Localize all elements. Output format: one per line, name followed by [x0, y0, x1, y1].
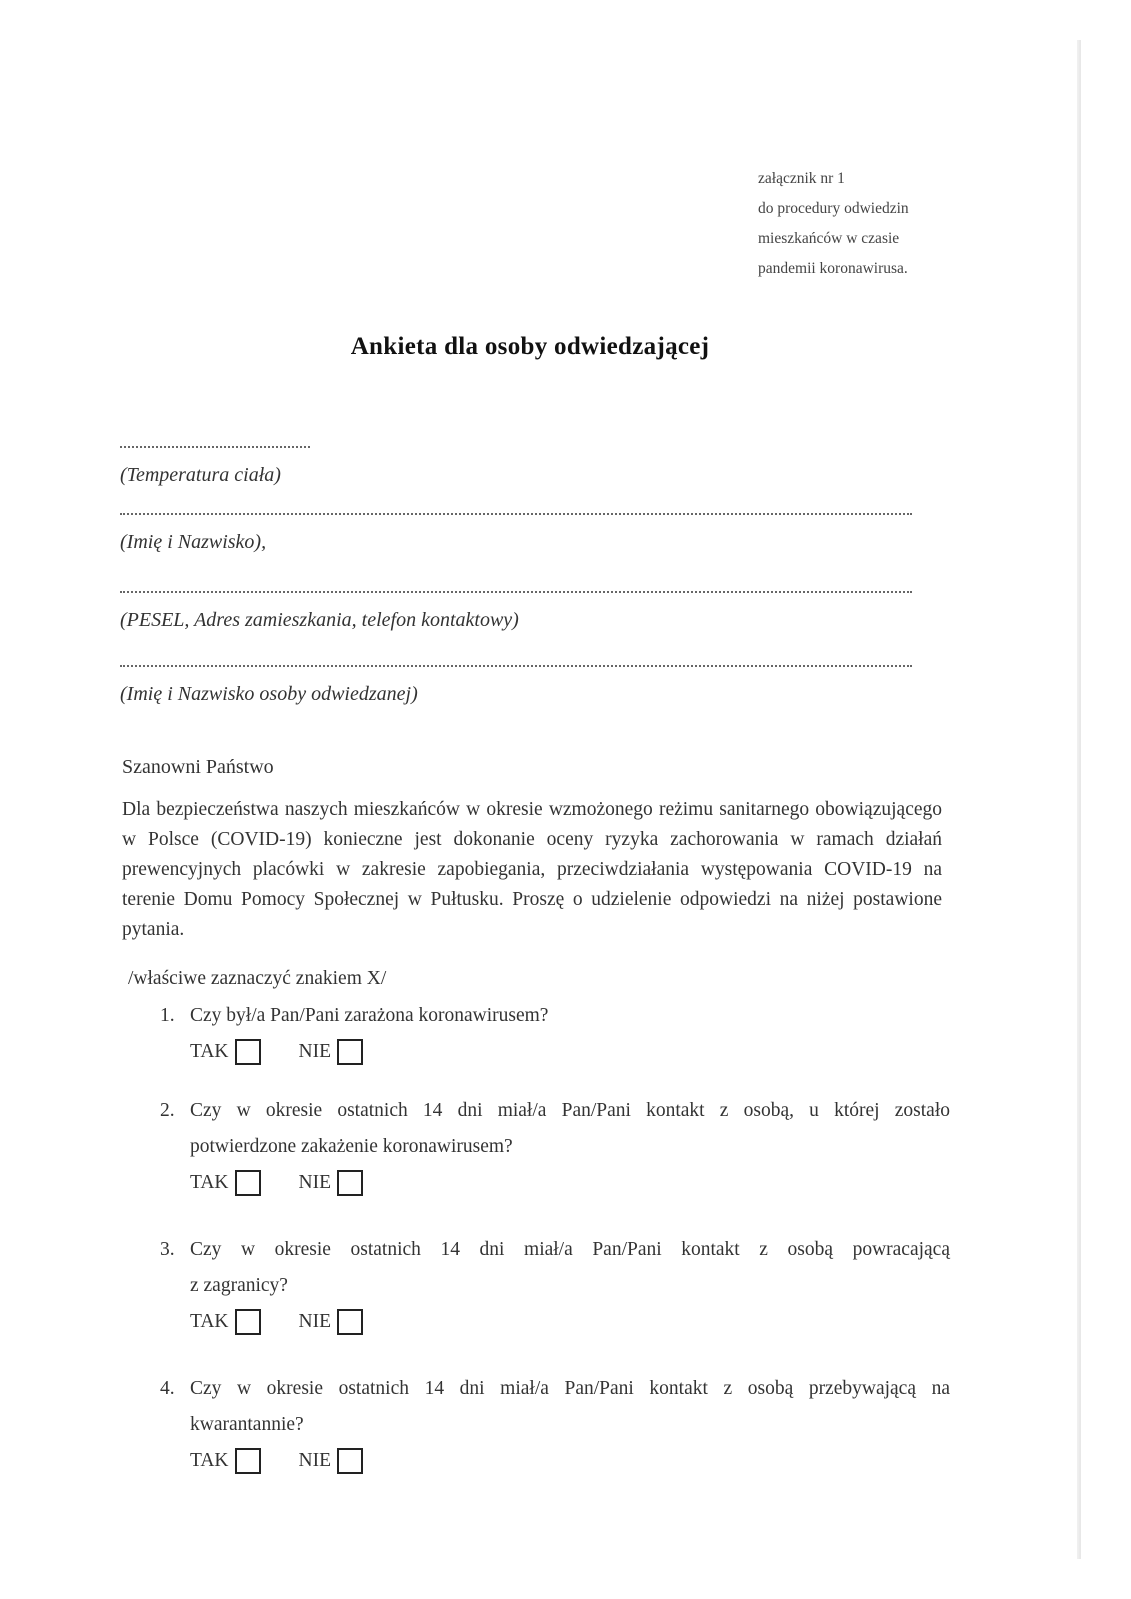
attachment-note	[758, 164, 909, 284]
field-label: (PESEL, Adres zamieszkania, telefon kontaktowy)	[120, 609, 519, 631]
temperature-field[interactable]	[120, 446, 310, 487]
question-text: Czy w okresie ostatnich 14 dni miał/a Pan/Pani kontakt z osobą powracającą	[190, 1239, 950, 1260]
contact-details-field[interactable]	[120, 591, 912, 632]
no-checkbox[interactable]	[337, 1039, 363, 1065]
option-label: TAK	[190, 1450, 229, 1471]
instruction-text: /właściwe zaznaczyć znakiem X/	[128, 968, 387, 989]
question-3	[160, 1239, 950, 1335]
yes-checkbox[interactable]	[235, 1170, 261, 1196]
question-number: 4.	[160, 1378, 175, 1399]
yes-checkbox[interactable]	[235, 1039, 261, 1065]
no-checkbox[interactable]	[337, 1448, 363, 1474]
question-text-continued: potwierdzone zakażenie koronawirusem?	[190, 1136, 513, 1157]
question-number: 2.	[160, 1100, 175, 1121]
option-label: TAK	[190, 1311, 229, 1332]
no-checkbox[interactable]	[337, 1309, 363, 1335]
option-label: TAK	[190, 1041, 229, 1062]
attachment-note-line: mieszkańców w czasie	[758, 230, 900, 247]
option-label: NIE	[298, 1450, 332, 1471]
field-label: (Imię i Nazwisko osoby odwiedzanej)	[120, 683, 418, 705]
question-text-continued: z zagranicy?	[190, 1275, 288, 1296]
attachment-note-line: pandemii koronawirusa.	[758, 260, 908, 277]
option-label: NIE	[298, 1041, 332, 1062]
option-no[interactable]	[299, 1448, 364, 1474]
option-label: NIE	[298, 1172, 332, 1193]
answer-options	[160, 1170, 950, 1196]
name-field[interactable]	[120, 513, 912, 554]
field-label: (Imię i Nazwisko),	[120, 531, 267, 553]
question-number: 1.	[160, 1005, 175, 1026]
option-yes[interactable]	[190, 1309, 261, 1335]
dotted-line[interactable]	[120, 513, 912, 515]
option-yes[interactable]	[190, 1448, 261, 1474]
attachment-note-line: załącznik nr 1	[758, 170, 845, 187]
greeting: Szanowni Państwo	[122, 756, 274, 778]
question-1	[160, 1005, 950, 1065]
option-no[interactable]	[299, 1039, 364, 1065]
option-no[interactable]	[299, 1170, 364, 1196]
question-text: Czy w okresie ostatnich 14 dni miał/a Pan/Pani kontakt z osobą przebywającą na	[190, 1378, 950, 1399]
question-text: Czy w okresie ostatnich 14 dni miał/a Pan/Pani kontakt z osobą, u której zostało	[190, 1100, 950, 1121]
option-yes[interactable]	[190, 1039, 261, 1065]
option-label: TAK	[190, 1172, 229, 1193]
question-text-continued: kwarantannie?	[190, 1414, 304, 1435]
answer-options	[160, 1448, 950, 1474]
answer-options	[160, 1039, 950, 1065]
question-2	[160, 1100, 950, 1196]
question-number: 3.	[160, 1239, 175, 1260]
answer-options	[160, 1309, 950, 1335]
visited-person-field[interactable]	[120, 665, 912, 706]
no-checkbox[interactable]	[337, 1170, 363, 1196]
field-label: (Temperatura ciała)	[120, 464, 281, 486]
yes-checkbox[interactable]	[235, 1309, 261, 1335]
option-no[interactable]	[299, 1309, 364, 1335]
option-label: NIE	[298, 1311, 332, 1332]
dotted-line[interactable]	[120, 446, 310, 448]
dotted-line[interactable]	[120, 665, 912, 667]
option-yes[interactable]	[190, 1170, 261, 1196]
attachment-note-line: do procedury odwiedzin	[758, 200, 909, 217]
dotted-line[interactable]	[120, 591, 912, 593]
page-edge-shadow	[1077, 40, 1081, 1559]
question-text: Czy był/a Pan/Pani zarażona koronawirusem?	[190, 1005, 549, 1026]
intro-paragraph: Dla bezpieczeństwa naszych mieszkańców w okresie wzmożonego reżimu sanitarnego obowiązującego w Polsce (COVID-19) konieczne jest dokonanie oceny ryzyka zachorowania w ramach działań prewencyjnych placówki w zakresie zapobiegania, przeciwdziałania występowania COVID-19 na terenie Domu Pomocy Społecznej w Pułtusku. Proszę o udzielenie odpowiedzi na niżej postawione pytania.	[122, 799, 942, 940]
form-title: Ankieta dla osoby odwiedzającej	[350, 333, 710, 360]
question-4	[160, 1378, 950, 1474]
yes-checkbox[interactable]	[235, 1448, 261, 1474]
